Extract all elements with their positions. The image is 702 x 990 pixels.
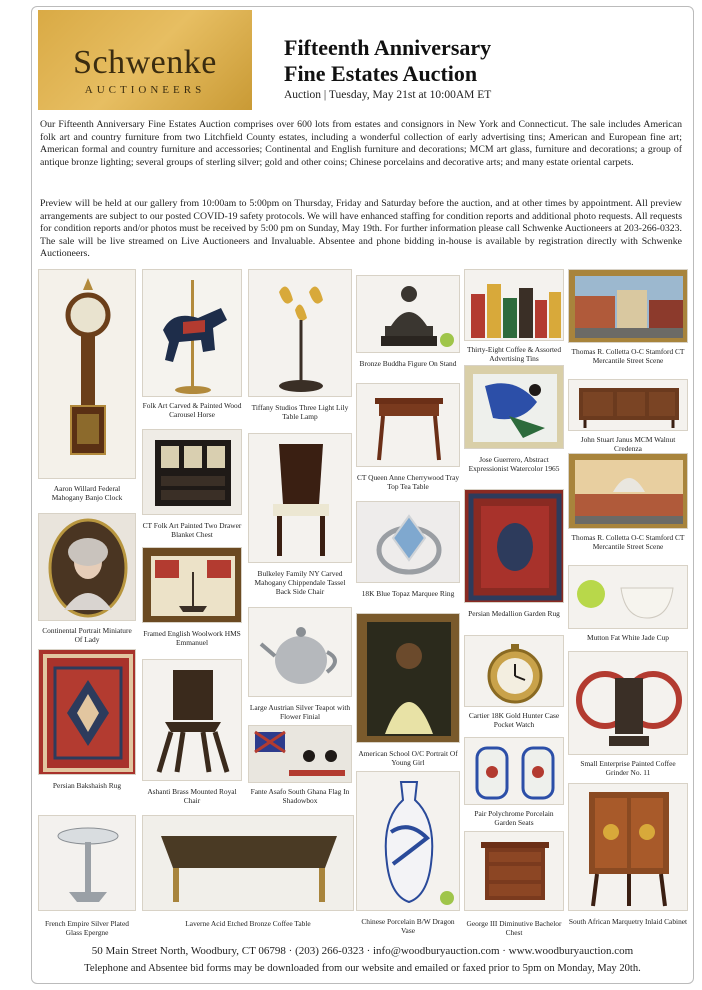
item-caption: Laverne Acid Etched Bronze Coffee Table [185,919,311,928]
tins-icon [465,270,564,341]
item-caption: Ashanti Brass Mounted Royal Chair [147,787,237,805]
street-painting-icon [569,270,688,343]
tea-table-icon [357,384,460,467]
coffee-table-icon [143,816,354,911]
schwenke-logo [38,10,252,110]
rug-icon [39,650,136,775]
woolwork-icon [143,548,242,623]
title-line-1: Fifteenth Anniversary [284,35,492,60]
title-line-2: Fine Estates Auction [284,61,478,86]
item-banjo-clock [38,269,136,511]
item-tea-table [356,383,460,499]
item-caption: Thomas R. Colletta O-C Stamford CT Mercantile Street Scene [571,347,685,365]
abstract-painting-icon [465,366,564,449]
item-caption: Continental Portrait Miniature Of Lady [42,626,132,644]
item-caption: Persian Bakshaish Rug [52,781,122,790]
item-caption: Persian Medallion Garden Rug [468,609,560,618]
portrait-miniature-icon [39,514,136,621]
item-bakshaish-rug [38,649,136,801]
item-lily-lamp [248,269,352,425]
item-bachelor-chest [464,831,564,939]
carousel-horse-icon [143,270,242,397]
item-caption: Small Enterprise Painted Coffee Grinder No. 11 [580,759,676,777]
item-pocket-watch [464,635,564,737]
item-carousel-horse [142,269,242,425]
item-caption: CT Queen Anne Cherrywood Tray Top Tea Table [356,473,460,491]
item-caption: Chinese Porcelain B/W Dragon Vase [361,917,455,935]
buddha-icon [357,276,460,353]
item-side-chair [248,433,352,603]
item-girl-portrait [356,613,460,767]
item-tins [464,269,564,373]
epergne-icon [39,816,136,911]
item-teapot [248,607,352,725]
inlaid-cabinet-icon [569,784,688,911]
item-dragon-vase [356,771,460,939]
item-caption: George III Diminutive Bachelor Chest [466,919,562,937]
item-caption: Cartier 18K Gold Hunter Case Pocket Watch [468,711,560,729]
item-caption: Large Austrian Silver Teapot with Flower Finial [249,703,351,721]
item-epergne [38,815,136,939]
footer-contact: 50 Main Street North, Woodbury, CT 06798 · (203) 266-0323 · info@woodburyauction.com · www.woodburyauction.com [91,945,634,957]
item-caption: Framed English Woolwork HMS Emmanuel [143,629,241,647]
item-caption: John Stuart Janus MCM Walnut Credenza [580,435,676,453]
item-caption: Aaron Willard Federal Mahogany Banjo Clock [51,484,123,502]
pocket-watch-icon [465,636,564,707]
lily-lamp-icon [249,270,352,397]
item-street-painting-2 [568,453,688,565]
jade-cup-icon [569,566,688,629]
item-caption: Fante Asafo South Ghana Flag In Shadowbox [250,787,350,805]
rug-icon [465,490,564,603]
item-coffee-table [142,815,354,939]
item-credenza [568,379,688,453]
item-persian-rug [464,489,564,635]
bachelor-chest-icon [465,832,564,911]
item-caption: Mutton Fat White Jade Cup [587,633,669,642]
item-asafo-flag [248,725,352,809]
side-chair-icon [249,434,352,563]
logo-name: Schwenke [73,44,217,81]
auction-flyer [31,6,694,984]
intro-paragraph: Our Fifteenth Anniversary Fine Estates Auction comprises over 600 lots from estates and consignors in New York and Connecticut. The sale includes American folk art and country furniture from two Litchfield County estates, including a wonderful collection of early advertising tins; American and European fine art; American formal and country furniture and accessories; Continental and English furniture and decorations; MCM art glass, furniture and decorations; a group of antique bronze lighting; several groups of sterling silver; gold and other coins; Chinese porcelains and decorative arts; and many estate oriental carpets. [40,119,682,168]
item-caption: CT Folk Art Painted Two Drawer Blanket Chest [142,521,242,539]
item-caption: 18K Blue Topaz Marquee Ring [361,589,455,598]
item-caption: Folk Art Carved & Painted Wood Carousel Horse [142,401,242,419]
item-caption: Tiffany Studios Three Light Lily Table Lamp [251,403,349,421]
girl-portrait-icon [357,614,460,743]
item-caption: American School O/C Portrait Of Young Girl [358,749,458,767]
royal-chair-icon [143,660,242,781]
item-caption: South African Marquetry Inlaid Cabinet [568,917,688,926]
ring-icon [357,502,460,583]
item-caption: Jose Guerrero, Abstract Expressionist Watercolor 1965 [468,455,560,473]
item-caption: Bronze Buddha Figure On Stand [359,359,457,368]
item-ring [356,501,460,613]
item-buddha [356,275,460,381]
item-inlaid-cabinet [568,783,688,939]
item-royal-chair [142,659,242,809]
item-abstract-painting [464,365,564,487]
credenza-icon [569,380,688,431]
item-caption: Thomas R. Colletta O-C Stamford CT Mercantile Street Scene [571,533,685,551]
preview-paragraph: Preview will be held at our gallery from 10:00am to 5:00pm on Thursday, Friday and Saturday before the auction, and at other times by appointment. All preview arrangements are subject to our posted COVID-19 safety protocols. We will have enhanced staffing for condition reports and additional photo requests. All requests for condition reports and/or photos must be received by 5:00 pm on Sunday, May 19th. For further information please call Schwenke Auctioneers at 203-266-0323. The sale will be live streamed on Live Auctioneers and Invaluable. Absentee and phone bidding in-house is available by registration directly with Schwenke Auctioneers. [40,198,683,260]
teapot-icon [249,608,352,697]
item-garden-seats [464,737,564,833]
coffee-grinder-icon [569,652,688,755]
footer-bid-note: Telephone and Absentee bid forms may be downloaded from our website and emailed or faxed prior to 5pm on Monday, May 20th. [84,963,641,974]
blanket-chest-icon [143,430,242,515]
item-caption: French Empire Silver Plated Glass Epergne [45,919,129,937]
item-woolwork [142,547,242,647]
item-coffee-grinder [568,651,688,781]
item-street-painting [568,269,688,379]
item-caption: Pair Polychrome Porcelain Garden Seats [474,809,554,827]
asafo-flag-icon [249,726,352,783]
item-blanket-chest [142,429,242,543]
logo-subtitle: AUCTIONEERS [84,84,206,96]
item-caption: Thirty-Eight Coffee & Assorted Advertising Tins [466,345,562,363]
banjo-clock-icon [39,270,136,479]
item-jade-cup [568,565,688,653]
dragon-vase-icon [357,772,460,911]
street-painting-icon [569,454,688,529]
auction-date-line: Auction | Tuesday, May 21st at 10:00AM ET [284,89,492,101]
item-caption: Bulkeley Family NY Carved Mahogany Chippendale Tassel Back Side Chair [254,569,346,596]
garden-seats-icon [465,738,564,805]
item-portrait-miniature [38,513,136,647]
